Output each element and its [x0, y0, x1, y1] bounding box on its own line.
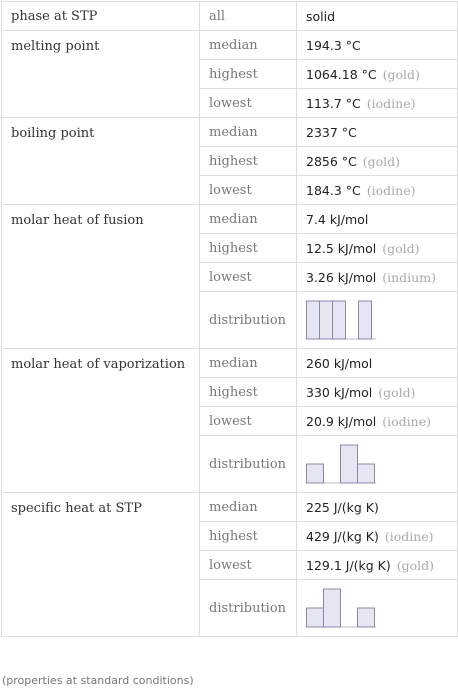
property-name: melting point	[2, 31, 200, 118]
property-name: boiling point	[2, 118, 200, 205]
stat-value-cell	[297, 493, 458, 522]
header-property: phase at STP	[2, 2, 200, 31]
stat-value-cell	[297, 551, 458, 580]
stat-value-cell	[297, 349, 458, 378]
stat-value: 1064.18 °C	[306, 66, 377, 82]
stat-value: 2337 °C	[306, 124, 357, 140]
histogram-bar	[307, 464, 324, 483]
stat-element-note: (gold)	[362, 153, 401, 169]
histogram-bar	[320, 301, 333, 339]
stat-value-cell	[297, 31, 458, 60]
stat-label: highest	[200, 60, 297, 89]
stat-value: 113.7 °C	[306, 95, 361, 111]
stat-label: lowest	[200, 263, 297, 292]
stat-value: 260 kJ/mol	[306, 355, 373, 371]
stat-element-note: (iodine)	[382, 413, 431, 429]
stat-value-cell	[297, 176, 458, 205]
stat-value-cell	[297, 378, 458, 407]
stat-element-note: (gold)	[378, 384, 416, 400]
property-row	[2, 31, 458, 60]
distribution-histogram	[306, 586, 376, 630]
stat-value-cell	[297, 118, 458, 147]
distribution-label: distribution	[200, 292, 297, 349]
stat-element-note: (iodine)	[384, 528, 434, 544]
stat-value-cell	[297, 263, 458, 292]
stat-label: median	[200, 118, 297, 147]
stat-element-note: (indium)	[382, 269, 436, 285]
stat-value-cell	[297, 89, 458, 118]
stat-element-note: (gold)	[382, 240, 420, 256]
property-row	[2, 205, 458, 234]
caption: (properties at standard conditions)	[2, 674, 194, 687]
stat-label: lowest	[200, 89, 297, 118]
stat-value: 129.1 J/(kg K)	[306, 557, 391, 573]
histogram-bar	[333, 301, 346, 339]
stat-value-cell	[297, 205, 458, 234]
stat-value-cell	[297, 60, 458, 89]
header-stat: all	[200, 2, 297, 31]
stat-value-cell	[297, 407, 458, 436]
distribution-label: distribution	[200, 580, 297, 637]
property-row	[2, 349, 458, 378]
stat-label: highest	[200, 147, 297, 176]
histogram-bar	[307, 608, 324, 627]
distribution-cell	[297, 436, 458, 493]
histogram-bar	[307, 301, 320, 339]
stat-label: highest	[200, 234, 297, 263]
stat-value: 330 kJ/mol	[306, 384, 373, 400]
stat-label: median	[200, 349, 297, 378]
histogram-bar	[324, 589, 341, 627]
stat-value: 20.9 kJ/mol	[306, 413, 377, 429]
stat-value: 194.3 °C	[306, 37, 361, 53]
distribution-histogram	[306, 442, 376, 486]
property-name: molar heat of fusion	[2, 205, 200, 349]
histogram-bar	[358, 608, 375, 627]
stat-value: 429 J/(kg K)	[306, 528, 379, 544]
stat-value-cell	[297, 234, 458, 263]
stat-label: highest	[200, 378, 297, 407]
stat-value: 184.3 °C	[306, 182, 361, 198]
property-name: specific heat at STP	[2, 493, 200, 637]
stat-label: lowest	[200, 407, 297, 436]
stat-element-note: (iodine)	[366, 182, 416, 198]
stat-value-cell	[297, 522, 458, 551]
distribution-histogram	[306, 298, 376, 342]
histogram-bar	[358, 464, 375, 483]
stat-label: median	[200, 205, 297, 234]
stat-value: 3.26 kJ/mol	[306, 269, 377, 285]
property-name: molar heat of vaporization	[2, 349, 200, 493]
stat-element-note: (iodine)	[366, 95, 416, 111]
stat-label: highest	[200, 522, 297, 551]
stat-label: lowest	[200, 551, 297, 580]
header-value: solid	[297, 2, 458, 31]
header-row	[2, 2, 458, 31]
stat-label: median	[200, 31, 297, 60]
histogram-bar	[341, 445, 358, 483]
stat-value: 225 J/(kg K)	[306, 499, 379, 515]
stat-label: median	[200, 493, 297, 522]
distribution-cell	[297, 292, 458, 349]
stat-label: lowest	[200, 176, 297, 205]
stat-element-note: (gold)	[382, 66, 420, 82]
property-row	[2, 118, 458, 147]
property-row	[2, 493, 458, 522]
stat-element-note: (gold)	[396, 557, 435, 573]
distribution-label: distribution	[200, 436, 297, 493]
stat-value: 7.4 kJ/mol	[306, 211, 369, 227]
stat-value-cell	[297, 147, 458, 176]
stat-value: 2856 °C	[306, 153, 357, 169]
distribution-cell	[297, 580, 458, 637]
histogram-bar	[359, 301, 372, 339]
stat-value: 12.5 kJ/mol	[306, 240, 377, 256]
properties-table	[1, 1, 458, 637]
